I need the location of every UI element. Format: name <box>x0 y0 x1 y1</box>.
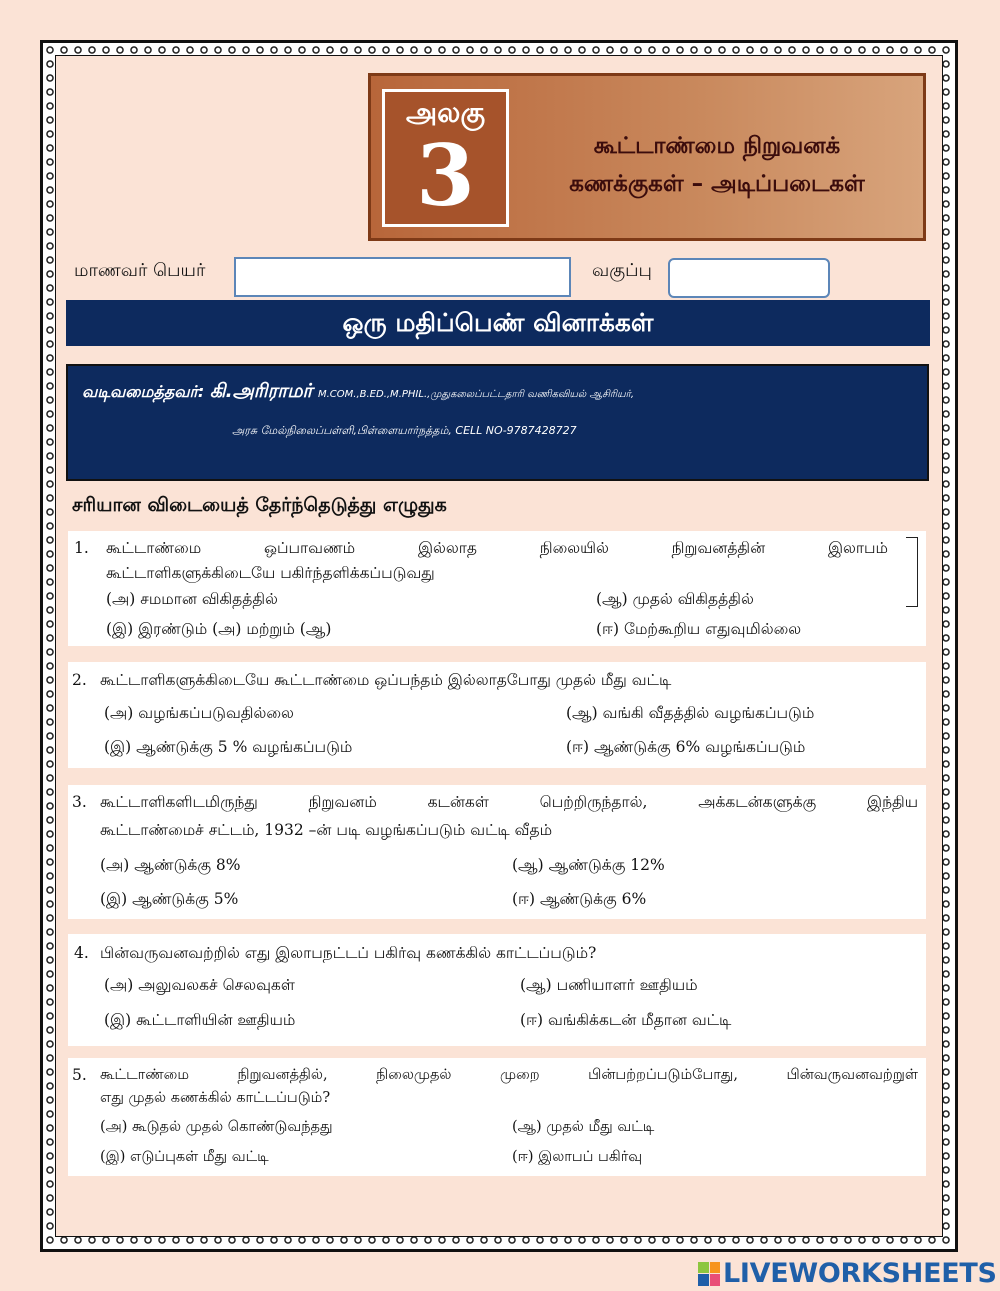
chapter-word: அலகு <box>405 96 486 129</box>
question-text-line1: கூட்டாளிகளுக்கிடையே கூட்டாண்மை ஒப்பந்தம் இல்லாதபோது முதல் மீது வட்டி <box>100 671 672 689</box>
question-text-line1: கூட்டாண்மை நிறுவனத்தில், நிலைமுதல் முறை பின்பற்றப்படும்போது, பின்வருவனவற்றுள் <box>100 1067 918 1083</box>
option-d[interactable]: (ஈ) ஆண்டுக்கு 6% வழங்கப்படும் <box>566 738 806 756</box>
option-a[interactable]: (அ) ஆண்டுக்கு 8% <box>100 856 241 874</box>
question-text-line1: கூட்டாளிகளிடமிருந்து நிறுவனம் கடன்கள் பெற்றிருந்தால், அக்கடன்களுக்கு இந்திய <box>100 793 918 811</box>
question-number: 3. <box>72 793 87 811</box>
option-b[interactable]: (ஆ) ஆண்டுக்கு 12% <box>512 856 665 874</box>
instruction-text: சரியான விடையைத் தேர்ந்தெடுத்து எழுதுக <box>72 494 447 516</box>
class-label: வகுப்பு <box>592 260 652 281</box>
question-text-line2: எது முதல் கணக்கில் காட்டப்படும்? <box>100 1090 331 1106</box>
author-box <box>66 364 929 481</box>
option-b[interactable]: (ஆ) முதல் விகிதத்தில் <box>596 590 754 608</box>
option-c[interactable]: (இ) எடுப்புகள் மீது வட்டி <box>100 1149 269 1165</box>
option-b[interactable]: (ஆ) பணியாளர் ஊதியம் <box>520 976 698 994</box>
question-number: 5. <box>72 1066 87 1084</box>
option-d[interactable]: (ஈ) வங்கிக்கடன் மீதான வட்டி <box>520 1011 732 1029</box>
question-text-line2: கூட்டாளிகளுக்கிடையே பகிர்ந்தளிக்கப்படுவது <box>106 564 435 582</box>
student-name-label: மாணவர் பெயர் <box>74 260 206 281</box>
option-d[interactable]: (ஈ) மேற்கூறிய எதுவுமில்லை <box>596 620 802 638</box>
class-input[interactable] <box>668 258 830 298</box>
author-prefix: வடிவமைத்தவர்: <box>82 382 205 401</box>
student-name-input[interactable] <box>234 257 571 297</box>
question-text-line2: கூட்டாண்மைச் சட்டம், 1932 –ன் படி வழங்கப்படும் வட்டி வீதம் <box>100 821 553 839</box>
option-a[interactable]: (அ) அலுவலகச் செலவுகள் <box>104 976 295 994</box>
cropped-edge <box>906 537 918 607</box>
liveworksheets-icon <box>698 1262 720 1286</box>
chapter-title <box>520 127 914 203</box>
option-d[interactable]: (ஈ) ஆண்டுக்கு 6% <box>512 890 647 908</box>
liveworksheets-wordmark: LIVEWORKSHEETS <box>723 1258 997 1289</box>
question-number: 2. <box>72 671 87 689</box>
author-school-contact: அரசு மேல்நிலைப்பள்ளி,பிள்ளையார்நத்தம், CELL NO-9787428727 <box>232 424 577 437</box>
option-a[interactable]: (அ) வழங்கப்படுவதில்லை <box>104 704 294 722</box>
option-c[interactable]: (இ) கூட்டாளியின் ஊதியம் <box>104 1011 296 1029</box>
option-a[interactable]: (அ) கூடுதல் முதல் கொண்டுவந்தது <box>100 1119 333 1135</box>
liveworksheets-logo <box>698 1258 997 1289</box>
question-text-line1: பின்வருவனவற்றில் எது இலாபநட்டப் பகிர்வு கணக்கில் காட்டப்படும்? <box>100 944 597 962</box>
option-c[interactable]: (இ) ஆண்டுக்கு 5% <box>100 890 239 908</box>
question-number: 4. <box>74 944 89 962</box>
option-b[interactable]: (ஆ) வங்கி வீதத்தில் வழங்கப்படும் <box>566 704 815 722</box>
option-c[interactable]: (இ) ஆண்டுக்கு 5 % வழங்கப்படும் <box>104 738 353 756</box>
chapter-title-line2: கணக்குகள் – அடிப்படைகள் <box>569 171 865 197</box>
option-d[interactable]: (ஈ) இலாபப் பகிர்வு <box>512 1149 643 1165</box>
question-text-line1: கூட்டாண்மை ஒப்பாவணம் இல்லாத நிலையில் நிறுவனத்தின் இலாபம் <box>106 539 888 557</box>
section-banner: ஒரு மதிப்பெண் வினாக்கள் <box>66 300 930 346</box>
chapter-number: 3 <box>416 126 475 225</box>
option-b[interactable]: (ஆ) முதல் மீது வட்டி <box>512 1119 655 1135</box>
author-line1 <box>82 380 634 405</box>
question-number: 1. <box>74 539 89 557</box>
author-qualifications: M.COM.,B.ED.,M.PHIL.,முதுகலைப்பட்டதாரி வணிகவியல் ஆசிரியர், <box>318 389 635 400</box>
option-c[interactable]: (இ) இரண்டும் (அ) மற்றும் (ஆ) <box>106 620 332 638</box>
author-name: கி.அரிராமர் <box>209 380 313 402</box>
chapter-title-line1: கூட்டாண்மை நிறுவனக் <box>593 133 841 159</box>
option-a[interactable]: (அ) சமமான விகிதத்தில் <box>106 590 278 608</box>
